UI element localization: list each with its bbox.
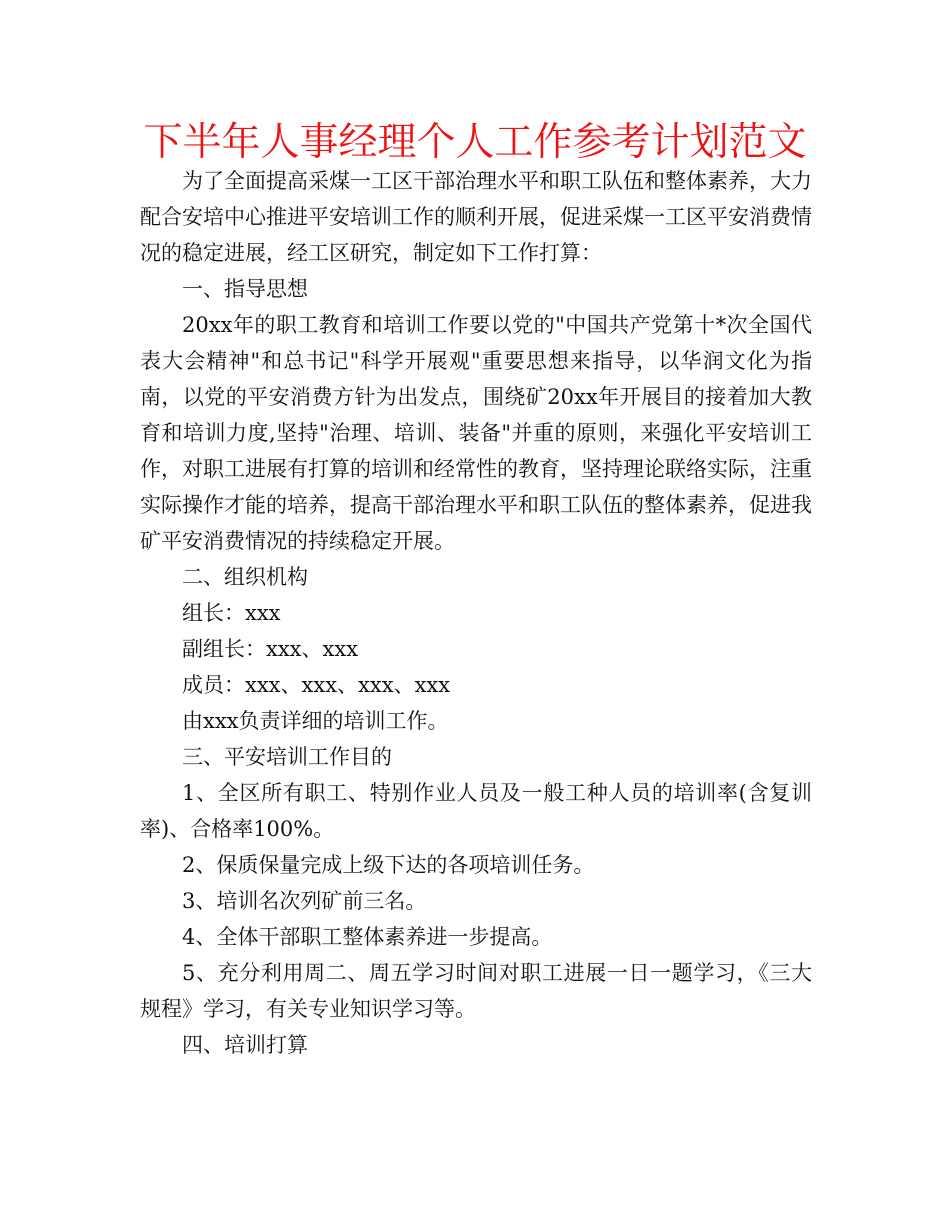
organization-responsible: 由xxx负责详细的培训工作。 xyxy=(182,709,449,733)
paragraph-intro: 为了全面提高采煤一工区干部治理水平和职工队伍和整体素养，大力配合安培中心推进平安培训工作的顺利开展，促进采煤一工区平安消费情况的稳定进展，经工区研究，制定如下工作打算： xyxy=(140,169,812,265)
section-heading-training-plan: 四、培训打算 xyxy=(182,1033,308,1057)
section-heading-guiding-thought: 一、指导思想 xyxy=(182,277,308,301)
document-body xyxy=(140,163,812,1063)
paragraph-guiding-thought: 20xx年的职工教育和培训工作要以党的"中国共产党第十*次全国代表大会精神"和总书记"科学开展观"重要思想来指导，以华润文化为指南，以党的平安消费方针为出发点，围绕矿20xx年开展目的接着加大教育和培训力度,坚持"治理、培训、装备"并重的原则，来强化平安培训工作，对职工进展有打算的培训和经常性的教育，坚持理论联络实际，注重实际操作才能的培养，提高干部治理水平和职工队伍的整体素养，促进我矿平安消费情况的持续稳定开展。 xyxy=(140,313,812,553)
goal-item-2: 2、保质保量完成上级下达的各项培训任务。 xyxy=(182,853,595,877)
organization-members: 成员：xxx、xxx、xxx、xxx xyxy=(182,673,451,697)
goal-item-5: 5、充分利用周二、周五学习时间对职工进展一日一题学习，《三大规程》学习，有关专业知识学习等。 xyxy=(140,961,812,1021)
organization-leader: 组长：xxx xyxy=(182,601,281,625)
section-heading-organization: 二、组织机构 xyxy=(182,565,308,589)
document-title: 下半年人事经理个人工作参考计划范文 xyxy=(143,120,807,165)
goal-item-3: 3、培训名次列矿前三名。 xyxy=(182,889,427,913)
organization-deputy-leader: 副组长：xxx、xxx xyxy=(182,637,359,661)
section-heading-goals: 三、平安培训工作目的 xyxy=(182,745,392,769)
goal-item-1: 1、全区所有职工、特别作业人员及一般工种人员的培训率(含复训率)、合格率100%。 xyxy=(140,781,812,841)
goal-item-4: 4、全体干部职工整体素养进一步提高。 xyxy=(182,925,553,949)
